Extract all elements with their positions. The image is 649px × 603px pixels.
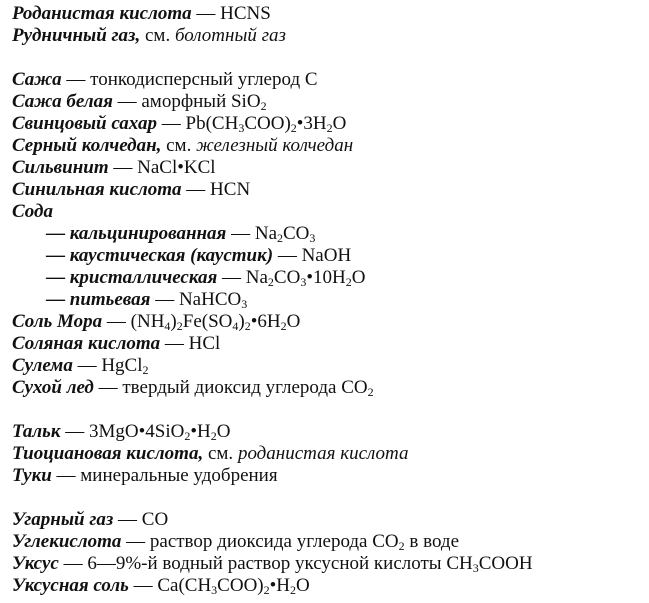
entry-sazha-belaya: Сажа белая — аморфный SiO$_2$ <box>12 91 267 113</box>
entry-silvinit: Сильвинит — NaCl•KCl <box>12 157 216 178</box>
entry-soda-pitevaya: — питьевая — NaHCO$_3$ <box>46 289 248 311</box>
entry-serny-kolchedan: Серный колчедан, см. железный колчедан <box>12 135 354 156</box>
entry-rudnichny-gaz: Рудничный газ, см. болотный газ <box>12 25 286 46</box>
entry-soda-kaltsinirovannaya: — кальцинированная — $Na_2CO_3$ <box>46 223 316 245</box>
entry-uglekislota: Углекислота — раствор диоксида углерода $CO_2$ в воде <box>12 531 460 553</box>
entry-sulema: Сулема — HgCl$_2$ <box>12 355 149 377</box>
entry-talk: Тальк — $3MgO•4SiO_2•H_2O$ <box>12 421 231 443</box>
entry-rodanistaya: Роданистая кислота — HCNS <box>12 3 271 24</box>
entry-tuki: Туки — минеральные удобрения <box>12 465 278 486</box>
entry-uksusnaya-sol: Уксусная соль — $Ca(CH_3COO)_2•H_2O$ <box>12 575 310 597</box>
entry-uksus: Уксус — 6—9%-й водный раствор уксусной кислоты $CH_3COOH$ <box>12 553 533 575</box>
entry-suhoy-led: Сухой лед — твердый диоксид углерода $CO_2$ <box>12 377 374 399</box>
entry-soda-kristallicheskaya: — кристаллическая — $Na_2CO_3•10H_2O$ <box>46 267 366 289</box>
entry-sazha: Сажа — тонкодисперсный углерод C <box>12 69 318 90</box>
entry-soda: Сода <box>12 201 53 222</box>
entry-svintsovy-sahar: Свинцовый сахар — $Pb(CH_3COO)_2•3H_2O$ <box>12 113 347 135</box>
entry-tiotsianovaya: Тиоциановая кислота, см. роданистая кислота <box>12 443 409 464</box>
entry-soda-kausticheskaya: — каустическая (каустик) — NaOH <box>46 245 352 266</box>
entry-solyanaya: Соляная кислота — HCl <box>12 333 221 354</box>
entry-sol-mora: Соль Мора — $(NH_4)_2Fe(SO_4)_2•6H_2O$ <box>12 311 301 333</box>
entry-sinilnaya: Синильная кислота — HCN <box>12 179 251 200</box>
entry-ugarny-gaz: Угарный газ — CO <box>12 509 169 530</box>
